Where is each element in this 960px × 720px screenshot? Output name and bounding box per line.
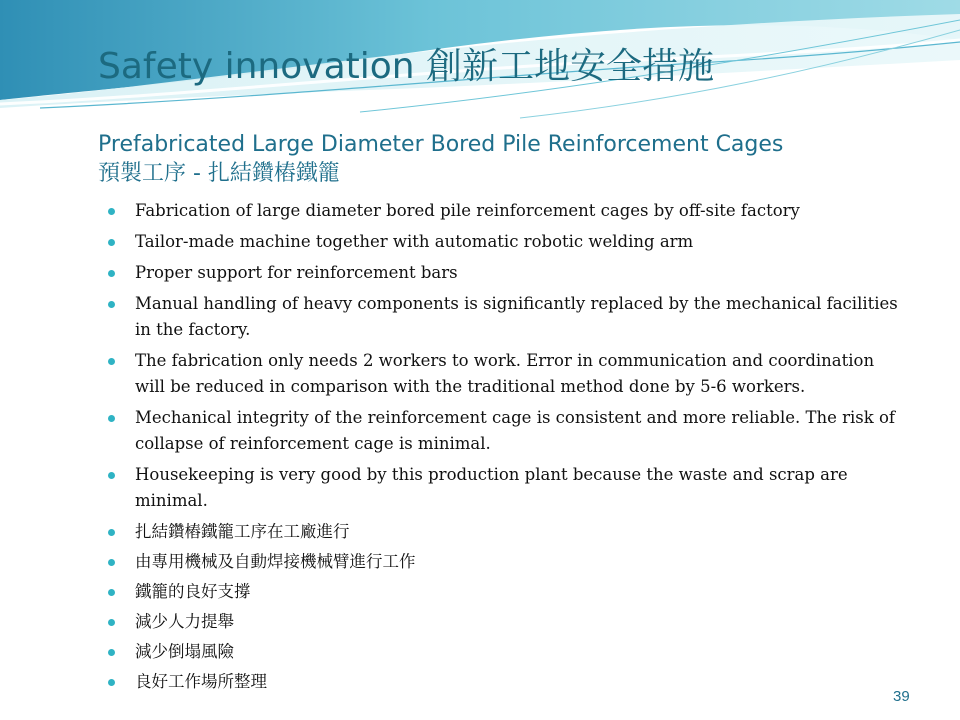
bullet-dot-icon: [108, 649, 115, 656]
page-number: 39: [893, 688, 910, 705]
bullet-dot-icon: [108, 239, 115, 246]
bullet-item: [106, 229, 906, 255]
slide-title: Safety innovation 創新工地安全措施: [98, 46, 715, 87]
bullet-dot-icon: [108, 559, 115, 566]
bullet-text: Mechanical integrity of the reinforcement cage is consistent and more reliable. The risk of collapse of reinforcement cage is minimal.: [135, 408, 896, 453]
bullet-dot-icon: [108, 679, 115, 686]
bullet-text: 減少倒塌風險: [135, 642, 234, 661]
bullet-dot-icon: [108, 301, 115, 308]
bullet-text: Proper support for reinforcement bars: [135, 263, 458, 282]
bullet-text: 減少人力提舉: [135, 612, 234, 631]
bullet-dot-icon: [108, 529, 115, 536]
bullet-item: [106, 348, 906, 400]
section-heading-chinese: 預製工序 - 扎結鑽樁鐵籠: [98, 161, 340, 186]
bullet-text: 良好工作場所整理: [135, 672, 267, 691]
section-heading: [98, 130, 783, 188]
bullet-item: [106, 549, 906, 575]
bullet-text: Tailor-made machine together with automatic robotic welding arm: [135, 232, 694, 251]
bullet-text: 扎結鑽樁鐵籠工序在工廠進行: [135, 522, 350, 541]
bullet-item: [106, 260, 906, 286]
bullet-item: [106, 639, 906, 665]
bullet-text: 鐵籠的良好支撐: [135, 582, 251, 601]
bullet-dot-icon: [108, 358, 115, 365]
bullet-item: [106, 609, 906, 635]
bullet-list: [106, 198, 906, 699]
bullet-dot-icon: [108, 415, 115, 422]
bullet-item: [106, 669, 906, 695]
section-heading-english: Prefabricated Large Diameter Bored Pile Reinforcement Cages: [98, 132, 784, 157]
bullet-dot-icon: [108, 270, 115, 277]
bullet-dot-icon: [108, 472, 115, 479]
bullet-dot-icon: [108, 208, 115, 215]
bullet-text: The fabrication only needs 2 workers to work. Error in communication and coordination will be reduced in comparison with the traditional method done by 5-6 workers.: [135, 351, 875, 396]
bullet-text: Fabrication of large diameter bored pile reinforcement cages by off-site factory: [135, 201, 800, 220]
bullet-text: Manual handling of heavy components is significantly replaced by the mechanical facilities in the factory.: [135, 294, 898, 339]
bullet-item: [106, 198, 906, 224]
bullet-text: Housekeeping is very good by this production plant because the waste and scrap are minimal.: [135, 465, 848, 510]
bullet-dot-icon: [108, 589, 115, 596]
bullet-item: [106, 291, 906, 343]
bullet-item: [106, 462, 906, 514]
bullet-item: [106, 519, 906, 545]
bullet-item: [106, 579, 906, 605]
bullet-text: 由專用機械及自動焊接機械臂進行工作: [135, 552, 416, 571]
bullet-item: [106, 405, 906, 457]
bullet-dot-icon: [108, 619, 115, 626]
